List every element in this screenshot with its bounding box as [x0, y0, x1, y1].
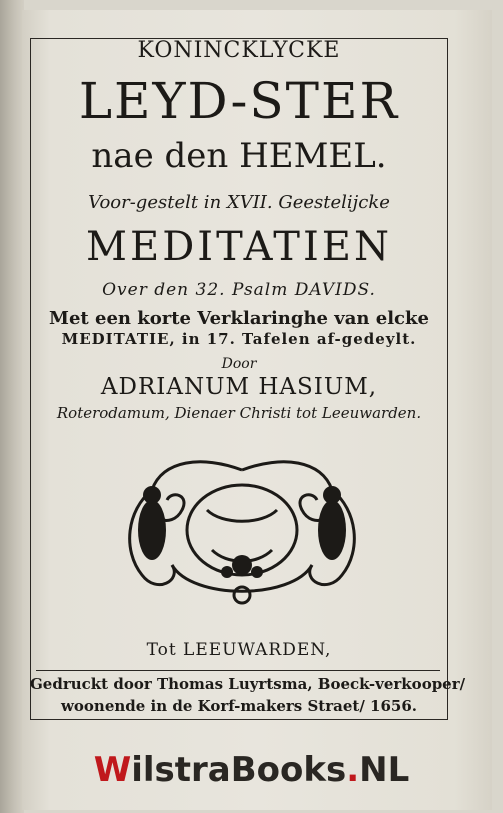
author-name: ADRIANUM HASIUM,	[100, 374, 378, 400]
watermark-dot: .	[346, 750, 360, 790]
watermark-suffix: NL	[359, 750, 410, 790]
watermark-name: ilstraBooks	[131, 750, 347, 790]
imprint-line-2: woonende in de Korf-makers Straet/ 1656.	[61, 697, 417, 715]
meditatie-line: MEDITATIE, in 17. Tafelen af-gedeylt.	[61, 330, 417, 348]
printers-ornament	[112, 450, 372, 610]
title-main: LEYD-STER	[78, 72, 400, 130]
place-of-printing: Tot LEEUWARDEN,	[146, 640, 332, 660]
blackletter-line: Met een korte Verklaringhe van elcke	[49, 308, 429, 329]
subtitle-line: Voor-gestelt in XVII. Geestelijcke	[88, 192, 390, 213]
watermark-w: W	[93, 750, 132, 790]
psalm-line: Over den 32. Psalm DAVIDS.	[102, 280, 376, 300]
book-spine	[0, 0, 24, 813]
title-line-1: KONINCKLYCKE	[137, 38, 341, 63]
author-description: Roterodamum, Dienaer Christi tot Leeuwarden.	[56, 404, 422, 422]
watermark-logo	[0, 750, 503, 790]
imprint-rule	[36, 670, 440, 671]
meditatien-heading: MEDITATIEN	[86, 224, 392, 270]
imprint-line-1: Gedruckt door Thomas Luyrtsma, Boeck-verkooper/	[30, 675, 466, 693]
title-line-3: nae den HEMEL.	[91, 136, 387, 176]
door-line: Door	[221, 356, 257, 372]
